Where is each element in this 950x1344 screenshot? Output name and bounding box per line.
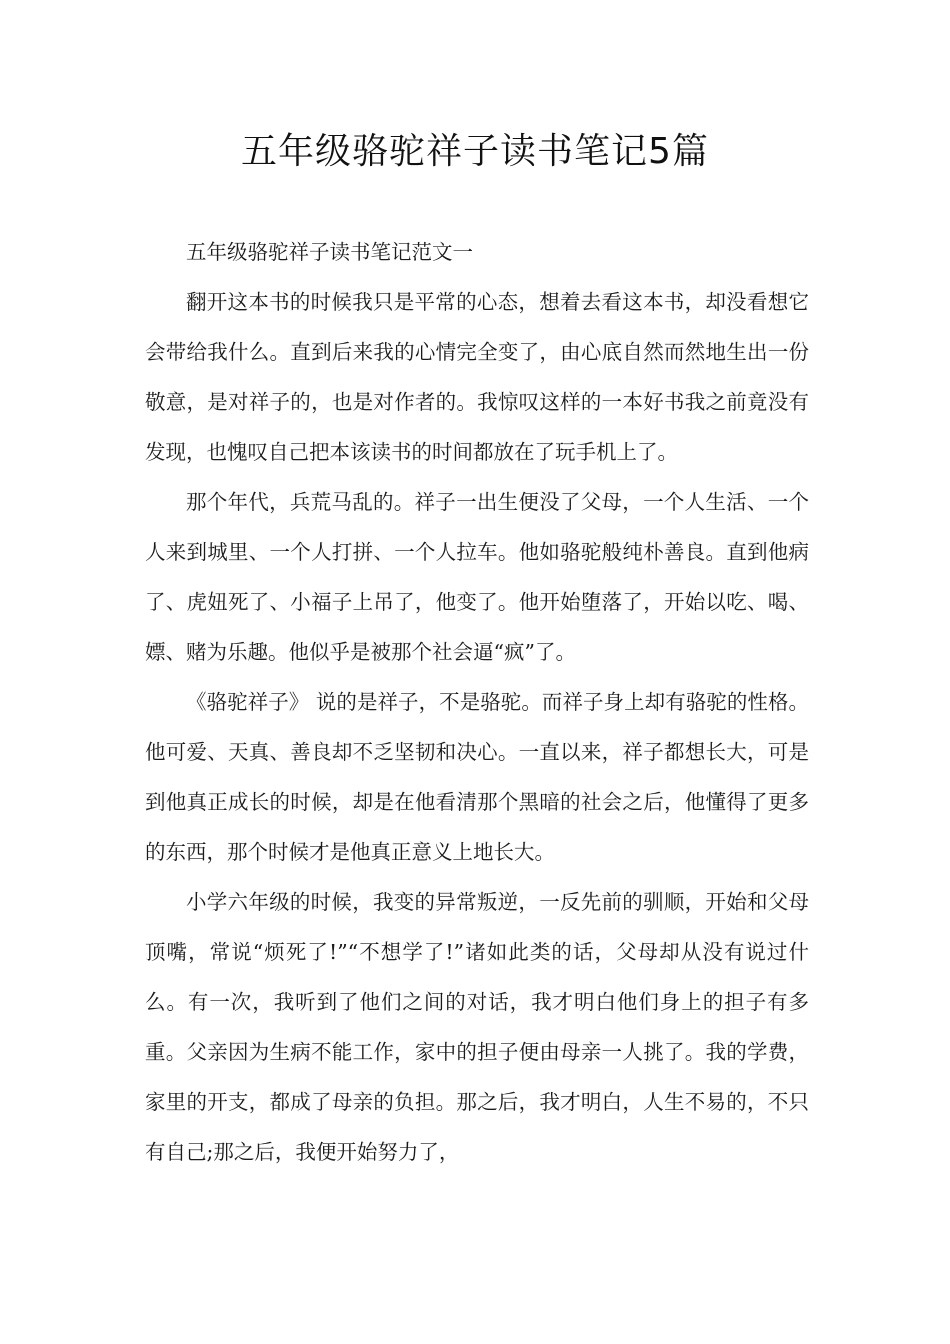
document-body: [145, 227, 809, 1177]
section-heading: 五年级骆驼祥子读书笔记范文一: [186, 240, 473, 264]
body-paragraph-3: 《骆驼祥子》 说的是祥子，不是骆驼。而祥子身上却有骆驼的性格。他可爱、天真、善良却不乏坚韧和决心。一直以来，祥子都想长大，可是到他真正成长的时候，却是在他看清那个黑暗的社会之后，他懂得了更多的东西，那个时候才是他真正意义上地长大。: [145, 690, 809, 864]
body-paragraph-1: 翻开这本书的时候我只是平常的心态，想着去看这本书，却没看想它会带给我什么。直到后来我的心情完全变了，由心底自然而然地生出一份敬意，是对祥子的，也是对作者的。我惊叹这样的一本好书我之前竟没有发现，也愧叹自己把本该读书的时间都放在了玩手机上了。: [145, 290, 809, 464]
body-paragraph-4: 小学六年级的时候，我变的异常叛逆，一反先前的驯顺，开始和父母顶嘴，常说“烦死了!”“不想学了!”诸如此类的话，父母却从没有说过什么。有一次，我听到了他们之间的对话，我才明白他们身上的担子有多重。父亲因为生病不能工作，家中的担子便由母亲一人挑了。我的学费，家里的开支，都成了母亲的负担。那之后，我才明白，人生不易的，不只有自己;那之后，我便开始努力了，: [145, 890, 809, 1164]
document-title: 五年级骆驼祥子读书笔记5篇: [241, 131, 709, 172]
body-paragraph-2: 那个年代，兵荒马乱的。祥子一出生便没了父母，一个人生活、一个人来到城里、一个人打拼、一个人拉车。他如骆驼般纯朴善良。直到他病了、虎妞死了、小福子上吊了，他变了。他开始堕落了，开始以吃、喝、嫖、赌为乐趣。他似乎是被那个社会逼“疯”了。: [145, 490, 809, 664]
